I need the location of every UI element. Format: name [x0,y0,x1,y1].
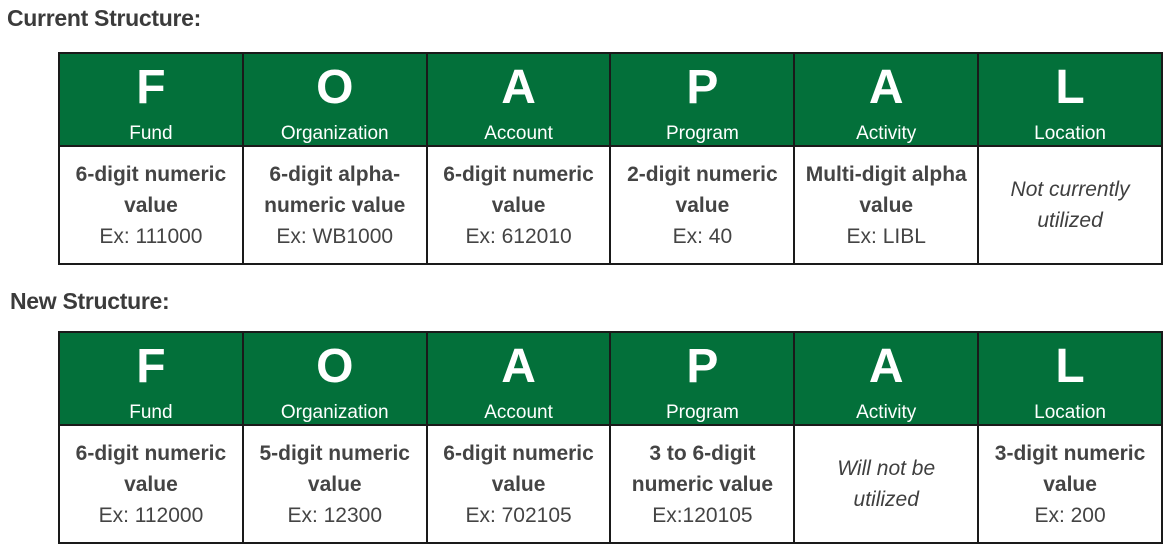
current-header-activity [794,53,978,146]
segment-letter: F [136,61,166,114]
segment-description: 3 to 6-digit numeric value [631,441,774,496]
current-cell-activity [794,146,978,264]
segment-description: 2-digit numeric value [627,162,778,217]
segment-description: 6-digit numeric value [443,441,594,496]
current-structure-title: Current Structure: [7,5,201,31]
new-header-program [610,332,794,425]
segment-description: 3-digit numeric value [994,441,1146,496]
segment-name: Location [1034,123,1106,144]
current-cell-location [978,146,1162,264]
segment-example: Ex: 612010 [465,224,572,248]
new-header-fund [59,332,243,425]
segment-description: 6-digit numeric value [443,162,594,217]
segment-description: 6-digit numeric value [75,441,227,496]
new-cell-fund [59,425,243,543]
segment-name: Activity [856,402,917,423]
current-cell-program [610,146,794,264]
segment-example: Ex: 702105 [465,503,572,527]
new-structure-title: New Structure: [10,288,170,314]
segment-letter: A [501,340,536,393]
segment-name: Organization [280,402,389,423]
segment-name: Account [484,123,553,144]
new-structure-table [58,331,1163,544]
segment-name: Fund [129,402,173,423]
segment-name: Program [665,123,739,144]
segment-name: Fund [129,123,173,144]
segment-example: Ex: 200 [1034,503,1106,527]
segment-example: Ex: 40 [672,224,733,248]
segment-name: Organization [280,123,389,144]
new-header-location [978,332,1162,425]
segment-description: 6-digit numeric value [75,162,227,217]
segment-example: Ex: 111000 [99,224,203,248]
segment-letter: P [686,61,719,114]
segment-name: Activity [856,123,917,144]
segment-example: Ex:120105 [652,503,753,527]
segment-name: Account [484,402,553,423]
current-cell-fund [59,146,243,264]
new-detail-row [59,425,1162,543]
new-header-row [59,332,1162,425]
current-detail-row [59,146,1162,264]
segment-letter: L [1055,340,1085,393]
segment-description: 6-digit alpha-numeric value [264,162,406,217]
segment-example: Ex: WB1000 [276,224,394,248]
segment-description: 5-digit numeric value [259,441,410,496]
segment-description: Multi-digit alpha value [805,162,967,217]
current-header-program [610,53,794,146]
segment-note: Will not be utilized [837,457,936,511]
segment-note: Not currently utilized [1010,178,1130,232]
current-header-row [59,53,1162,146]
segment-name: Location [1034,402,1106,423]
current-header-fund [59,53,243,146]
current-header-location [978,53,1162,146]
new-header-activity [794,332,978,425]
current-header-organization [243,53,427,146]
segment-letter: A [868,340,904,393]
segment-letter: A [868,61,904,114]
segment-example: Ex: 12300 [287,503,383,527]
current-cell-account [427,146,611,264]
new-header-account [427,332,611,425]
new-header-organization [243,332,427,425]
new-cell-organization [243,425,427,543]
segment-name: Program [665,402,739,423]
segment-example: Ex: LIBL [846,224,926,248]
new-cell-account [427,425,611,543]
segment-letter: A [501,61,536,114]
new-cell-activity [794,425,978,543]
segment-letter: P [686,340,719,393]
current-structure-table [58,52,1163,265]
current-cell-organization [243,146,427,264]
segment-letter: O [316,340,354,393]
segment-letter: O [316,61,354,114]
new-cell-program [610,425,794,543]
new-cell-location [978,425,1162,543]
segment-example: Ex: 112000 [98,503,204,527]
current-header-account [427,53,611,146]
segment-letter: L [1055,61,1085,114]
segment-letter: F [136,340,166,393]
